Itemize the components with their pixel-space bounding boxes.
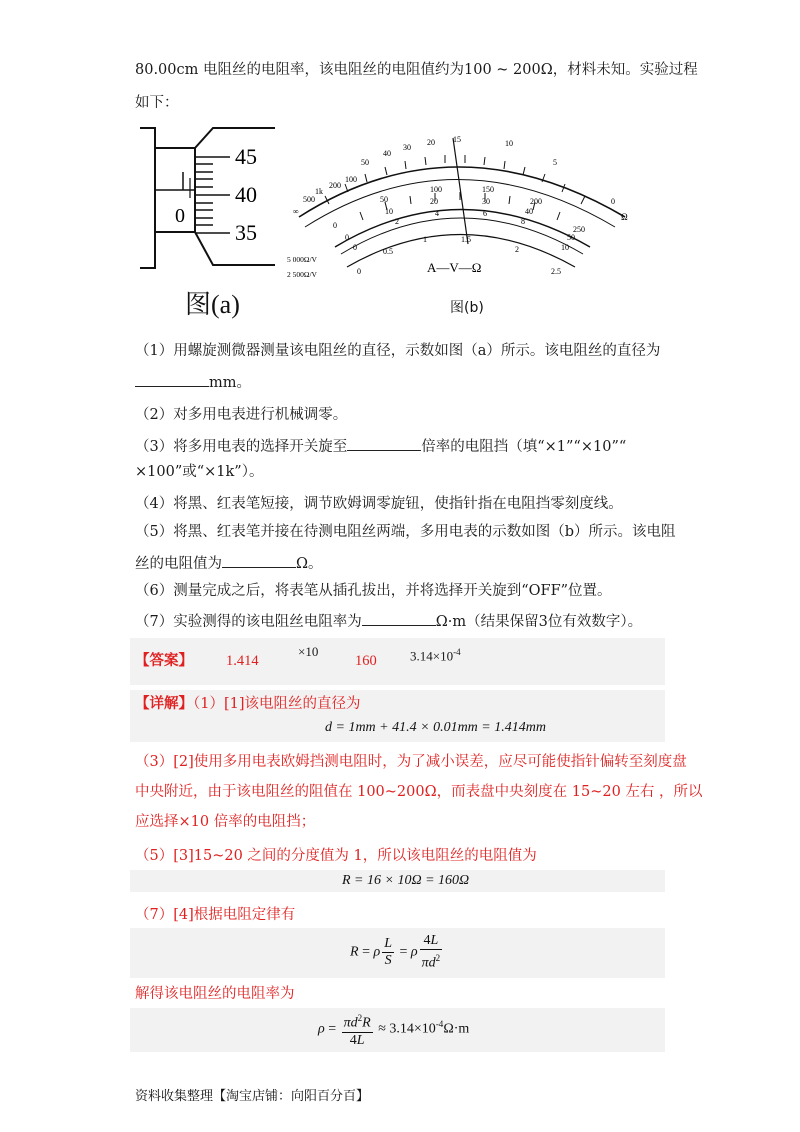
- answer-4-exp: -4: [453, 647, 461, 657]
- ohm-label-15: 15: [453, 135, 461, 144]
- intro-line-1: 80.00cm 电阻丝的电阻率，该电阻丝的电阻值约为100 ~ 200Ω，材料未知。实验过程: [135, 62, 698, 78]
- multimeter-dial-figure: [285, 132, 645, 292]
- answer-blank-4[interactable]: [362, 611, 436, 626]
- inner-label-8: 8: [521, 217, 525, 226]
- question-7a: （7）实验测得的该电阻丝电阻率为: [135, 614, 362, 630]
- explanation-step-3: （5）[3]15~20 之间的分度值为 1，所以该电阻丝的电阻值为: [135, 848, 537, 864]
- ohm-label-10: 10: [505, 139, 513, 148]
- ohm-label-500: 500: [303, 195, 315, 204]
- answer-1: 1.414: [226, 653, 259, 669]
- answer-3: 160: [355, 653, 377, 669]
- question-5a: （5）将黑、红表笔并接在待测电阻丝两端，多用电表的示数如图（b）所示。该电阻: [135, 524, 676, 540]
- dc-label-250: 250: [573, 225, 585, 234]
- question-5b: 丝的电阻值为: [135, 556, 222, 572]
- dc-label-0: 0: [333, 221, 337, 230]
- thimble-label-35: 35: [235, 220, 257, 245]
- question-6: （6）测量完成之后，将表笔从插孔拔出，并将选择开关旋到“OFF”位置。: [135, 583, 612, 599]
- answer-4: [410, 642, 461, 666]
- question-4: （4）将黑、红表笔短接，调节欧姆调零旋钮，使指针指在电阻挡零刻度线。: [135, 496, 623, 512]
- question-7b: Ω·m（结果保留3位有效数字）。: [435, 614, 643, 630]
- answer-blank-1[interactable]: [135, 372, 209, 387]
- inner-label-10: 10: [561, 243, 569, 252]
- sensitivity-label-2: 2 500Ω/V: [287, 270, 317, 279]
- figure-a-caption: 图(a): [185, 290, 240, 319]
- question-5c: Ω。: [296, 556, 323, 572]
- dc-label-200: 200: [530, 197, 542, 206]
- ohm-label-1k: 1k: [315, 187, 323, 196]
- explanation-step-4: （7）[4]根据电阻定律有: [135, 907, 296, 923]
- thimble-label-45: 45: [235, 144, 257, 169]
- dc-label-150: 150: [482, 185, 494, 194]
- question-1b-line: [135, 372, 251, 393]
- answer-shade: [130, 638, 665, 685]
- ohm-label-30: 30: [403, 143, 411, 152]
- lower-label-25: 2.5: [551, 267, 561, 276]
- figure-b-caption: 图(b): [450, 300, 484, 316]
- question-5-line: [135, 553, 323, 574]
- answer-label: 【答案】: [135, 652, 193, 669]
- main-scale-label: 0: [175, 205, 185, 227]
- ohm-label-100: 100: [345, 175, 357, 184]
- micrometer-figure: [135, 120, 285, 270]
- meter-label: A—V—Ω: [427, 260, 482, 275]
- explanation-step-5: 解得该电阻丝的电阻率为: [135, 986, 295, 1002]
- inner-label-0: 0: [353, 243, 357, 252]
- inner-label-2: 2: [395, 217, 399, 226]
- lower-label-1: 1: [423, 235, 427, 244]
- ac-label-20: 20: [430, 197, 438, 206]
- question-3-line: [135, 436, 626, 457]
- ohm-label-50: 50: [361, 158, 369, 167]
- lower-label-2: 2: [515, 245, 519, 254]
- question-3c: ×100”或“×1k”）。: [135, 464, 264, 480]
- question-1a: （1）用螺旋测微器测量该电阻丝的直径，示数如图（a）所示。该电阻丝的直径为: [135, 343, 661, 359]
- inner-label-4: 4: [435, 209, 439, 218]
- ohm-label-inf: ∞: [293, 207, 299, 216]
- question-3a: （3）将多用电表的选择开关旋至: [135, 439, 348, 455]
- dc-label-50: 50: [380, 195, 388, 204]
- ac-label-40: 40: [525, 207, 533, 216]
- intro-line-2: 如下：: [135, 95, 179, 111]
- answer-4-base: 3.14×10: [410, 648, 454, 664]
- formula-resistance: R = 16 × 10Ω = 160Ω: [342, 873, 470, 888]
- lower-label-15: 1.5: [461, 235, 471, 244]
- answer-blank-3[interactable]: [222, 553, 296, 568]
- lower-label-0: 0: [357, 267, 361, 276]
- explanation-step-2b: 中央附近，由于该电阻丝的阻值在 100~200Ω，而表盘中央刻度在 15~20 左右 ，所以: [135, 784, 703, 800]
- ohm-label-20: 20: [427, 138, 435, 147]
- question-1b: mm。: [209, 375, 251, 391]
- question-3b: 倍率的电阻挡（填“×1”“×10”“: [421, 439, 627, 455]
- ohm-label-200: 200: [329, 181, 341, 190]
- ac-label-0: 0: [345, 233, 349, 242]
- inner-label-6: 6: [483, 209, 487, 218]
- formula-diameter: d = 1mm + 41.4 × 0.01mm = 1.414mm: [325, 720, 546, 735]
- formula-resistance-law: R = ρ $\frac{L}{S}$ = ρ $\frac{4L}{\pi d^2}$: [350, 933, 441, 971]
- ohm-label-5: 5: [553, 158, 557, 167]
- explanation-label: 【详解】: [135, 695, 193, 712]
- answer-2: ×10: [298, 644, 319, 659]
- dc-label-100: 100: [430, 185, 442, 194]
- answer-blank-2[interactable]: [347, 436, 421, 451]
- ac-label-10: 10: [385, 207, 393, 216]
- explanation-line-1: [135, 694, 361, 714]
- explanation-step-2c: 应选择×10 倍率的电阻挡；: [135, 814, 316, 830]
- question-7-line: [135, 611, 642, 632]
- thimble-label-40: 40: [235, 182, 257, 207]
- ohm-label-0: 0: [611, 197, 615, 206]
- ac-label-50: 50: [567, 233, 575, 242]
- ohm-unit-symbol: Ω: [621, 212, 628, 222]
- explanation-step-2a: （3）[2]使用多用电表欧姆挡测电阻时，为了减小误差，应尽可能使指针偏转至刻度盘: [135, 754, 687, 770]
- question-2: （2）对多用电表进行机械调零。: [135, 407, 348, 423]
- footer-source: 资料收集整理【淘宝店铺：向阳百分百】: [135, 1089, 370, 1104]
- meter-needle: [453, 138, 468, 244]
- ac-label-30: 30: [482, 197, 490, 206]
- ohm-label-40: 40: [383, 149, 391, 158]
- lower-label-05: 0.5: [383, 247, 393, 256]
- sensitivity-label-1: 5 000Ω/V: [287, 255, 317, 264]
- formula-resistivity: ρ = $\frac{\pi d^2R}{4L}$ ≈ $3.14\times 10^{-4}\Omega\cdot m$: [318, 1010, 469, 1049]
- explanation-step-1: （1）[1]该电阻丝的直径为: [193, 696, 361, 712]
